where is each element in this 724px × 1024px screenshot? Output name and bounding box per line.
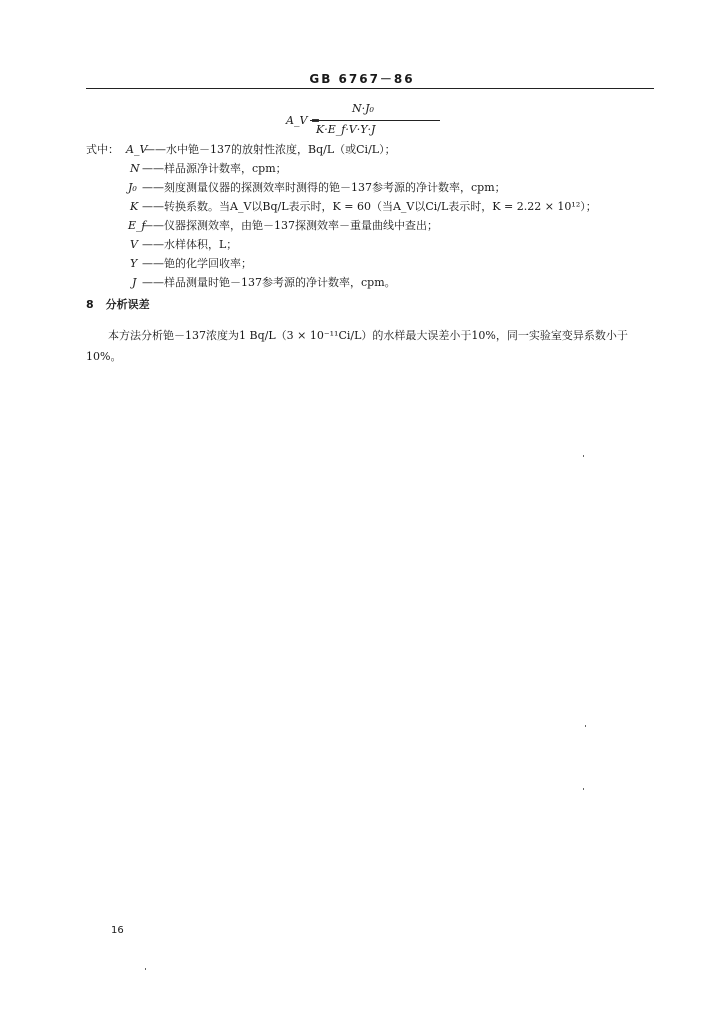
section-number: 8 — [86, 298, 94, 311]
definition-row — [86, 235, 686, 254]
body-paragraph: 本方法分析铯－137浓度为1 Bq/L（3 × 10⁻¹¹Ci/L）的水样最大误差小于10%，同一实验室变异系数小于10%。 — [86, 329, 628, 363]
standard-code-header: GB 6767－86 — [309, 72, 415, 86]
scan-speck — [583, 455, 584, 457]
definition-text: ——水中铯－137的放射性浓度，Bq/L（或Ci/L）； — [144, 143, 396, 156]
formula-numerator: N·J₀ — [352, 102, 374, 115]
definition-row — [86, 178, 686, 197]
scan-speck — [583, 788, 584, 790]
symbol-definitions — [86, 140, 686, 292]
definition-symbol: V — [130, 238, 138, 251]
definition-symbol: E_f — [128, 219, 146, 232]
definition-row — [86, 273, 686, 292]
definition-text: ——样品测量时铯－137参考源的净计数率，cpm。 — [142, 276, 396, 289]
definition-row — [86, 254, 686, 273]
definition-text: ——转换系数。当A_V以Bq/L表示时，K = 60（当A_V以Ci/L表示时，K = 2.22 × 10¹²）； — [142, 200, 597, 213]
definition-symbol: J — [132, 276, 137, 289]
page-number: 16 — [111, 925, 124, 936]
definition-row — [86, 197, 686, 216]
definition-row — [86, 216, 686, 235]
fraction-bar — [310, 120, 440, 121]
definition-row — [86, 140, 686, 159]
formula-denominator: K·E_f·V·Y·J — [316, 123, 376, 136]
definition-text: ——样品源净计数率，cpm； — [142, 162, 287, 175]
section-title: 分析误差 — [105, 298, 150, 311]
definition-symbol: J₀ — [128, 181, 137, 194]
definition-symbol: N — [130, 162, 140, 175]
definitions-lead: 式中： — [86, 143, 119, 156]
activity-formula — [280, 100, 440, 140]
definition-text: ——铯的化学回收率； — [142, 257, 252, 270]
section-heading — [86, 296, 150, 312]
scan-speck — [145, 968, 146, 970]
header-rule — [86, 88, 654, 89]
definition-text: ——刻度测量仪器的探测效率时测得的铯－137参考源的净计数率，cpm； — [142, 181, 506, 194]
definition-text: ——仪器探测效率，由铯－137探测效率－重量曲线中查出； — [142, 219, 438, 232]
definition-symbol: Y — [130, 257, 138, 270]
formula-lhs: A_V = — [286, 114, 321, 127]
scan-speck — [585, 725, 586, 727]
definition-symbol: K — [130, 200, 139, 213]
definition-text: ——水样体积，L； — [142, 238, 238, 251]
definition-symbol: A_V — [126, 143, 148, 156]
definition-row — [86, 159, 686, 178]
